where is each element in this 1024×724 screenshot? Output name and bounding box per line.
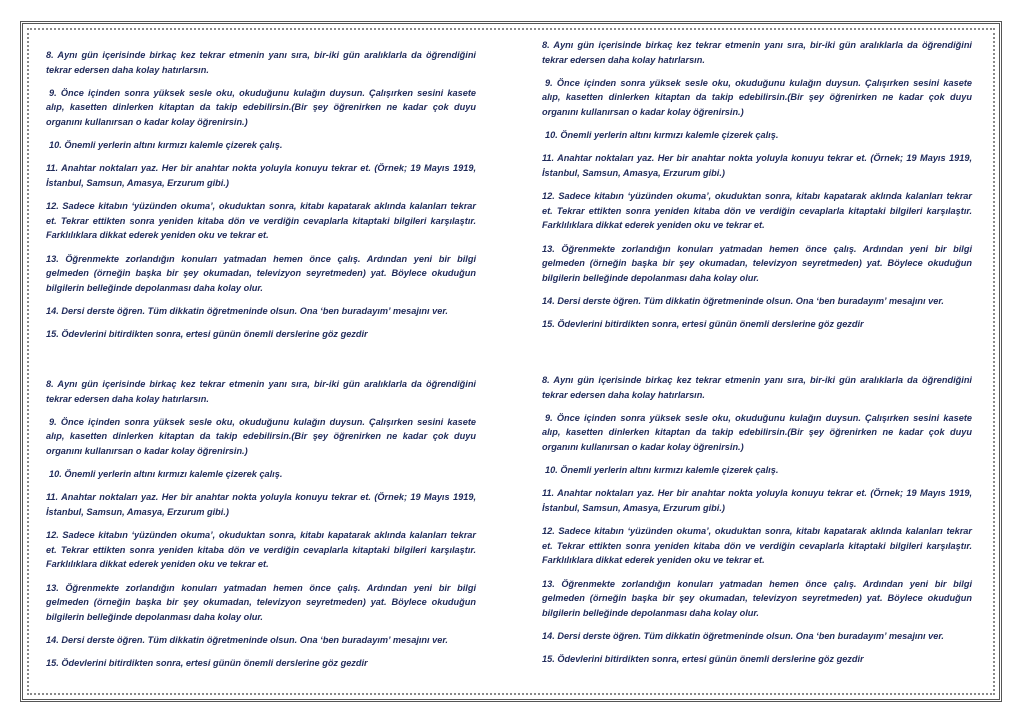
tip-15: 15. Ödevlerini bitirdikten sonra, ertesi günün önemli derslerine göz gezdir [542, 654, 864, 665]
tip-13: 13. Öğrenmekte zorlandığın konuları yatmadan hemen önce çalış. Ardından yeni bir bilgi gelmeden (örneğin başka bir şey okumadan, televizyon seyretmeden) yat. Böylece okuduğun bilgilerin belleğinde depolanması daha kolay olur. [46, 253, 476, 293]
tip-13: 13. Öğrenmekte zorlandığın konuları yatmadan hemen önce çalış. Ardından yeni bir bilgi gelmeden (örneğin başka bir şey okumadan, televizyon seyretmeden) yat. Böylece okuduğun bilgilerin belleğinde depolanması daha kolay olur. [46, 582, 476, 622]
tip-11: 11. Anahtar noktaları yaz. Her bir anahtar nokta yoluyla konuyu tekrar et. (Örnek; 19 Mayıs 1919, İstanbul, Samsun, Amasya, Erzurum gibi.) [46, 492, 476, 517]
tip-12: 12. Sadece kitabın ‘yüzünden okuma’, okuduktan sonra, kitabı kapatarak aklında kalanları tekrar et. Tekrar ettikten sonra yeniden kitaba dön ve verdiğin cevaplarla kitaptaki bilgileri karşılaştır. Farklılıklara dikkat ederek yeniden oku ve tekrar et. [542, 191, 972, 231]
tip-9: 9. Önce içinden sonra yüksek sesle oku, okuduğunu kulağın duysun. Çalışırken sesini kasete alıp, kasetten dinlerken kitaptan da takip edebilirsin.(Bir şey öğrenirken ne kadar çok duyu organını kullanırsan o kadar kolay öğrenirsin.) [46, 87, 476, 127]
tip-15: 15. Ödevlerini bitirdikten sonra, ertesi günün önemli derslerine göz gezdir [46, 329, 368, 340]
tip-12: 12. Sadece kitabın ‘yüzünden okuma’, okuduktan sonra, kitabı kapatarak aklında kalanları tekrar et. Tekrar ettikten sonra yeniden kitaba dön ve verdiğin cevaplarla kitaptaki bilgileri karşılaştır. Farklılıklara dikkat ederek yeniden oku ve tekrar et. [542, 526, 972, 566]
tip-13: 13. Öğrenmekte zorlandığın konuları yatmadan hemen önce çalış. Ardından yeni bir bilgi gelmeden (örneğin başka bir şey okumadan, televizyon seyretmeden) yat. Böylece okuduğun bilgilerin belleğinde depolanması daha kolay olur. [542, 243, 972, 283]
tip-11: 11. Anahtar noktaları yaz. Her bir anahtar nokta yoluyla konuyu tekrar et. (Örnek; 19 Mayıs 1919, İstanbul, Samsun, Amasya, Erzurum gibi.) [542, 153, 972, 178]
tip-8: 8. Aynı gün içerisinde birkaç kez tekrar etmenin yanı sıra, bir-iki gün aralıklarla da öğrendiğini tekrar edersen daha kolay hatırlarsın. [542, 375, 972, 400]
tip-14: 14. Dersi derste öğren. Tüm dikkatin öğretmeninde olsun. Ona ‘ben buradayım’ mesajını ver. [542, 295, 944, 306]
tip-8: 8. Aynı gün içerisinde birkaç kez tekrar etmenin yanı sıra, bir-iki gün aralıklarla da öğrendiğini tekrar edersen daha kolay hatırlarsın. [542, 40, 972, 65]
tip-8: 8. Aynı gün içerisinde birkaç kez tekrar etmenin yanı sıra, bir-iki gün aralıklarla da öğrendiğini tekrar edersen daha kolay hatırlarsın. [46, 379, 476, 404]
study-tips-block-top-left [46, 48, 476, 350]
tip-10: 10. Önemli yerlerin altını kırmızı kalemle çizerek çalış. [545, 130, 779, 141]
tip-10: 10. Önemli yerlerin altını kırmızı kalemle çizerek çalış. [49, 140, 283, 151]
tip-10: 10. Önemli yerlerin altını kırmızı kalemle çizerek çalış. [49, 469, 283, 480]
tip-12: 12. Sadece kitabın ‘yüzünden okuma’, okuduktan sonra, kitabı kapatarak aklında kalanları tekrar et. Tekrar ettikten sonra yeniden kitaba dön ve verdiğin cevaplarla kitaptaki bilgileri karşılaştır. Farklılıklara dikkat ederek yeniden oku ve tekrar et. [46, 530, 476, 570]
study-tips-block-bottom-right [542, 373, 972, 675]
tip-8: 8. Aynı gün içerisinde birkaç kez tekrar etmenin yanı sıra, bir-iki gün aralıklarla da öğrendiğini tekrar edersen daha kolay hatırlarsın. [46, 50, 476, 75]
tip-13: 13. Öğrenmekte zorlandığın konuları yatmadan hemen önce çalış. Ardından yeni bir bilgi gelmeden (örneğin başka bir şey okumadan, televizyon seyretmeden) yat. Böylece okuduğun bilgilerin belleğinde depolanması daha kolay olur. [542, 578, 972, 618]
study-tips-block-bottom-left [46, 377, 476, 679]
tip-9: 9. Önce içinden sonra yüksek sesle oku, okuduğunu kulağın duysun. Çalışırken sesini kasete alıp, kasetten dinlerken kitaptan da takip edebilirsin.(Bir şey öğrenirken ne kadar çok duyu organını kullanırsan o kadar kolay öğrenirsin.) [542, 412, 972, 452]
tip-11: 11. Anahtar noktaları yaz. Her bir anahtar nokta yoluyla konuyu tekrar et. (Örnek; 19 Mayıs 1919, İstanbul, Samsun, Amasya, Erzurum gibi.) [542, 488, 972, 513]
tip-9: 9. Önce içinden sonra yüksek sesle oku, okuduğunu kulağın duysun. Çalışırken sesini kasete alıp, kasetten dinlerken kitaptan da takip edebilirsin.(Bir şey öğrenirken ne kadar çok duyu organını kullanırsan o kadar kolay öğrenirsin.) [46, 416, 476, 456]
tip-9: 9. Önce içinden sonra yüksek sesle oku, okuduğunu kulağın duysun. Çalışırken sesini kasete alıp, kasetten dinlerken kitaptan da takip edebilirsin.(Bir şey öğrenirken ne kadar çok duyu organını kullanırsan o kadar kolay öğrenirsin.) [542, 77, 972, 117]
tip-12: 12. Sadece kitabın ‘yüzünden okuma’, okuduktan sonra, kitabı kapatarak aklında kalanları tekrar et. Tekrar ettikten sonra yeniden kitaba dön ve verdiğin cevaplarla kitaptaki bilgileri karşılaştır. Farklılıklara dikkat ederek yeniden oku ve tekrar et. [46, 201, 476, 241]
tip-14: 14. Dersi derste öğren. Tüm dikkatin öğretmeninde olsun. Ona ‘ben buradayım’ mesajını ver. [46, 634, 448, 645]
tip-15: 15. Ödevlerini bitirdikten sonra, ertesi günün önemli derslerine göz gezdir [46, 658, 368, 669]
tip-14: 14. Dersi derste öğren. Tüm dikkatin öğretmeninde olsun. Ona ‘ben buradayım’ mesajını ver. [542, 630, 944, 641]
tip-15: 15. Ödevlerini bitirdikten sonra, ertesi günün önemli derslerine göz gezdir [542, 319, 864, 330]
tip-14: 14. Dersi derste öğren. Tüm dikkatin öğretmeninde olsun. Ona ‘ben buradayım’ mesajını ver. [46, 305, 448, 316]
tip-10: 10. Önemli yerlerin altını kırmızı kalemle çizerek çalış. [545, 465, 779, 476]
tip-11: 11. Anahtar noktaları yaz. Her bir anahtar nokta yoluyla konuyu tekrar et. (Örnek; 19 Mayıs 1919, İstanbul, Samsun, Amasya, Erzurum gibi.) [46, 163, 476, 188]
study-tips-block-top-right [542, 38, 972, 340]
